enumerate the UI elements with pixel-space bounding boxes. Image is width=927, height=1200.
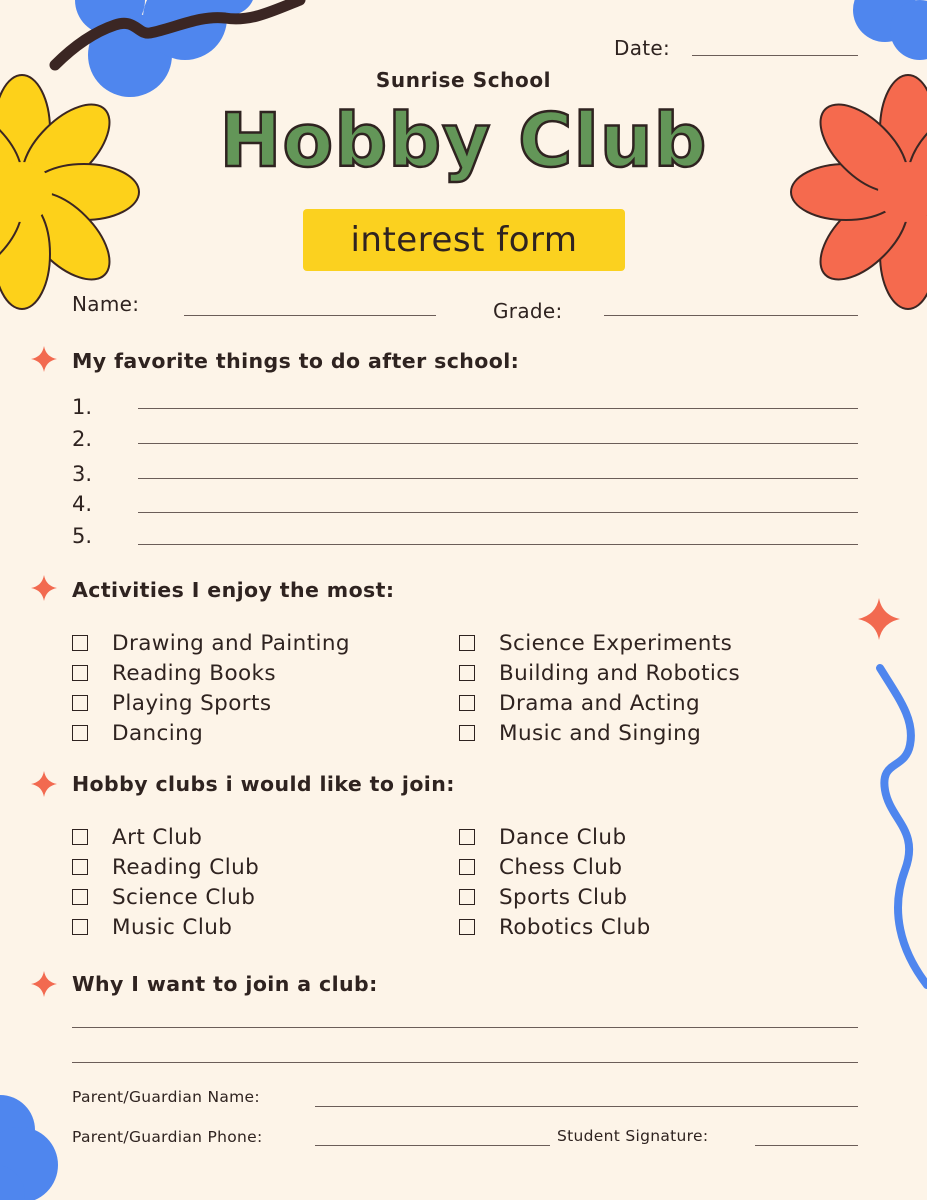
club-label: Music Club bbox=[112, 914, 233, 940]
club-label: Science Club bbox=[112, 884, 256, 910]
activity-label: Playing Sports bbox=[112, 690, 272, 716]
school-name: Sunrise School bbox=[375, 68, 552, 92]
club-checkbox-item[interactable] bbox=[459, 912, 651, 942]
activity-label: Dancing bbox=[112, 720, 204, 746]
club-checkbox-item[interactable] bbox=[459, 882, 627, 912]
signature-label: Student Signature: bbox=[557, 1127, 709, 1145]
club-checkbox-item[interactable] bbox=[72, 882, 255, 912]
activity-label: Building and Robotics bbox=[499, 660, 741, 686]
parent-phone-line[interactable] bbox=[315, 1145, 550, 1146]
blue-blob-top-right bbox=[853, 0, 927, 60]
checkbox-icon[interactable] bbox=[459, 859, 475, 875]
checkbox-icon[interactable] bbox=[459, 665, 475, 681]
section-heading-activities: Activities I enjoy the most: bbox=[72, 578, 395, 602]
parent-name-line[interactable] bbox=[315, 1106, 858, 1107]
why-line-1[interactable] bbox=[72, 1027, 858, 1028]
club-checkbox-item[interactable] bbox=[459, 822, 627, 852]
favorite-line-3[interactable] bbox=[138, 478, 858, 479]
checkbox-icon[interactable] bbox=[72, 919, 88, 935]
activity-label: Drawing and Painting bbox=[112, 630, 350, 656]
club-checkbox-item[interactable] bbox=[459, 852, 622, 882]
club-label: Reading Club bbox=[112, 854, 260, 880]
activity-label: Drama and Acting bbox=[499, 690, 701, 716]
name-field-line[interactable] bbox=[184, 315, 436, 316]
club-label: Robotics Club bbox=[499, 914, 651, 940]
checkbox-icon[interactable] bbox=[459, 725, 475, 741]
favorite-line-4[interactable] bbox=[138, 512, 858, 513]
grade-field-line[interactable] bbox=[604, 315, 858, 316]
checkbox-icon[interactable] bbox=[459, 919, 475, 935]
checkbox-icon[interactable] bbox=[72, 695, 88, 711]
blue-blob-bottom-left bbox=[0, 1095, 58, 1200]
sparkle-star-icon bbox=[858, 598, 900, 640]
date-label: Date: bbox=[614, 36, 671, 60]
checkbox-icon[interactable] bbox=[72, 889, 88, 905]
club-label: Chess Club bbox=[499, 854, 623, 880]
activity-checkbox-item[interactable] bbox=[459, 628, 732, 658]
grade-label: Grade: bbox=[493, 299, 563, 323]
activity-label: Music and Singing bbox=[499, 720, 702, 746]
club-checkbox-item[interactable] bbox=[72, 822, 202, 852]
blue-squiggle bbox=[880, 668, 927, 985]
favorite-number-1: 1. bbox=[72, 395, 93, 419]
section-heading-why: Why I want to join a club: bbox=[72, 972, 378, 996]
signature-line[interactable] bbox=[755, 1145, 858, 1146]
sparkle-star-icon bbox=[31, 575, 57, 601]
favorite-line-5[interactable] bbox=[138, 544, 858, 545]
club-label: Sports Club bbox=[499, 884, 628, 910]
section-heading-favorites: My favorite things to do after school: bbox=[72, 349, 520, 373]
sparkle-star-icon bbox=[31, 346, 57, 372]
activity-label: Science Experiments bbox=[499, 630, 733, 656]
date-field-line[interactable] bbox=[692, 55, 858, 56]
checkbox-icon[interactable] bbox=[459, 889, 475, 905]
favorite-line-1[interactable] bbox=[138, 408, 858, 409]
favorite-number-2: 2. bbox=[72, 427, 93, 451]
activity-checkbox-item[interactable] bbox=[459, 718, 701, 748]
checkbox-icon[interactable] bbox=[72, 725, 88, 741]
name-label: Name: bbox=[72, 292, 140, 316]
checkbox-icon[interactable] bbox=[72, 665, 88, 681]
club-checkbox-item[interactable] bbox=[72, 852, 259, 882]
activity-checkbox-item[interactable] bbox=[72, 718, 203, 748]
subtitle-banner bbox=[303, 209, 625, 271]
checkbox-icon[interactable] bbox=[72, 829, 88, 845]
why-line-2[interactable] bbox=[72, 1062, 858, 1063]
activity-checkbox-item[interactable] bbox=[72, 628, 350, 658]
favorite-number-5: 5. bbox=[72, 524, 93, 548]
activity-checkbox-item[interactable] bbox=[72, 688, 271, 718]
club-label: Dance Club bbox=[499, 824, 627, 850]
sparkle-star-icon bbox=[31, 971, 57, 997]
parent-name-label: Parent/Guardian Name: bbox=[72, 1088, 260, 1106]
activity-checkbox-item[interactable] bbox=[72, 658, 276, 688]
club-checkbox-item[interactable] bbox=[72, 912, 232, 942]
checkbox-icon[interactable] bbox=[72, 859, 88, 875]
page-title: Hobby Club bbox=[219, 98, 708, 184]
activity-checkbox-item[interactable] bbox=[459, 658, 740, 688]
favorite-line-2[interactable] bbox=[138, 443, 858, 444]
checkbox-icon[interactable] bbox=[72, 635, 88, 651]
section-heading-clubs: Hobby clubs i would like to join: bbox=[72, 772, 455, 796]
favorite-number-4: 4. bbox=[72, 492, 93, 516]
checkbox-icon[interactable] bbox=[459, 829, 475, 845]
subtitle-text: interest form bbox=[350, 220, 578, 260]
activity-checkbox-item[interactable] bbox=[459, 688, 700, 718]
checkbox-icon[interactable] bbox=[459, 695, 475, 711]
favorite-number-3: 3. bbox=[72, 462, 93, 486]
sparkle-star-icon bbox=[31, 771, 57, 797]
parent-phone-label: Parent/Guardian Phone: bbox=[72, 1128, 263, 1146]
activity-label: Reading Books bbox=[112, 660, 277, 686]
club-label: Art Club bbox=[112, 824, 203, 850]
checkbox-icon[interactable] bbox=[459, 635, 475, 651]
